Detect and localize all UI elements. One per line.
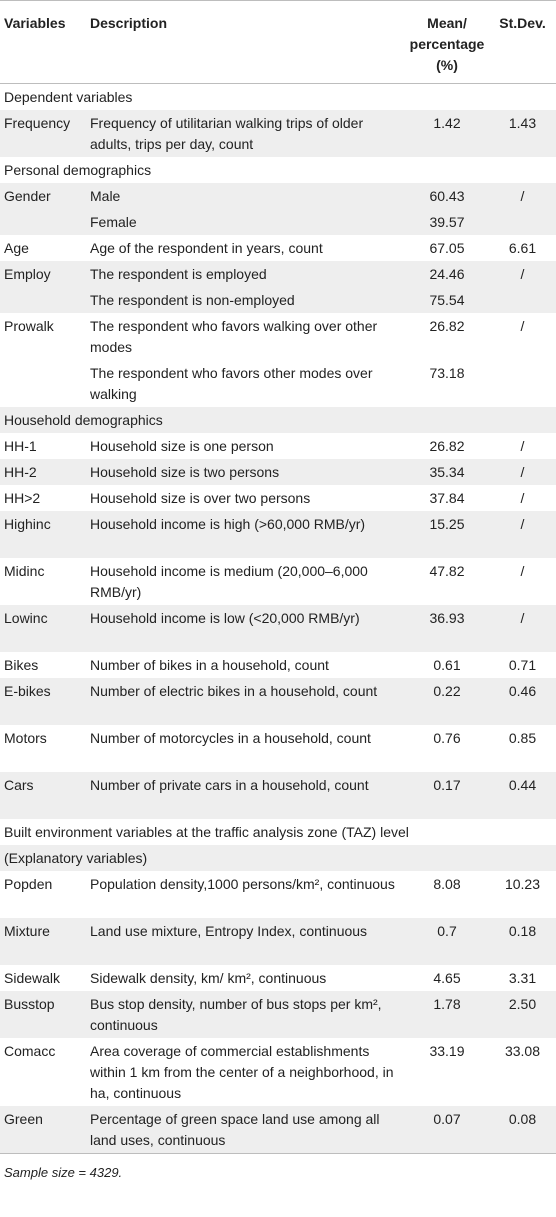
description-cell: Number of private cars in a household, count (90, 777, 369, 793)
header-mean: Mean/ percentage (%) (409, 15, 485, 73)
variable-cell: Mixture (4, 923, 50, 939)
mean-cell: 1.78 (433, 996, 461, 1012)
section-row (0, 157, 556, 183)
description-cell: The respondent is employed (90, 266, 267, 282)
variable-cell: Green (4, 1111, 43, 1127)
mean-cell: 1.42 (433, 115, 461, 131)
variable-cell: Age (4, 240, 29, 256)
variable-cell: HH-1 (4, 438, 37, 454)
variable-cell: Motors (4, 730, 47, 746)
table-row (0, 991, 556, 1038)
description-cell: Sidewalk density, km/ km², continuous (90, 970, 327, 986)
mean-cell: 8.08 (433, 876, 461, 892)
variable-cell: Bikes (4, 657, 39, 673)
table-row (0, 965, 556, 991)
mean-cell: 35.34 (429, 464, 465, 480)
table-row (0, 110, 556, 157)
mean-cell: 36.93 (429, 610, 465, 626)
sd-cell: / (520, 464, 525, 480)
sd-cell: / (520, 266, 525, 282)
mean-cell: 39.57 (429, 214, 465, 230)
sd-cell: 3.31 (508, 970, 537, 986)
mean-cell: 15.25 (429, 516, 465, 532)
description-cell: Area coverage of commercial establishments within 1 km from the center of a neighborhood, in ha, continuous (90, 1043, 394, 1101)
sd-cell: 6.61 (508, 240, 537, 256)
mean-cell: 0.07 (433, 1111, 461, 1127)
section-label: Household demographics (4, 412, 163, 428)
description-cell: The respondent who favors other modes over walking (90, 365, 373, 402)
variable-cell: Comacc (4, 1043, 56, 1059)
sd-cell: 10.23 (504, 876, 541, 892)
header-variables: Variables (4, 15, 66, 31)
section-label: Built environment variables at the traffic analysis zone (TAZ) level (4, 824, 409, 840)
table-row (0, 1038, 556, 1106)
variable-cell: E-bikes (4, 683, 51, 699)
table-row (0, 558, 556, 605)
description-cell: Age of the respondent in years, count (90, 240, 323, 256)
table-header (0, 0, 556, 84)
mean-cell: 26.82 (429, 318, 465, 334)
mean-cell: 0.22 (433, 683, 461, 699)
mean-cell: 0.61 (433, 657, 461, 673)
header-description: Description (90, 15, 168, 31)
description-cell: Household size is two persons (90, 464, 280, 480)
table-row (0, 287, 556, 313)
variable-cell: HH-2 (4, 464, 37, 480)
variable-cell: Cars (4, 777, 34, 793)
sd-cell: 0.08 (508, 1111, 537, 1127)
description-cell: The respondent who favors walking over other modes (90, 318, 378, 355)
table-footnote (0, 1153, 556, 1196)
variable-cell: Midinc (4, 563, 45, 579)
table-row (0, 725, 556, 772)
description-cell: Household size is one person (90, 438, 274, 454)
mean-cell: 0.17 (433, 777, 461, 793)
section-label: Personal demographics (4, 162, 152, 178)
table-row (0, 459, 556, 485)
variable-cell: Prowalk (4, 318, 54, 334)
table-row (0, 918, 556, 965)
description-cell: Number of bikes in a household, count (90, 657, 329, 673)
description-cell: Household income is medium (20,000–6,000 RMB/yr) (90, 563, 368, 600)
variable-cell: Employ (4, 266, 51, 282)
sd-cell: 2.50 (508, 996, 537, 1012)
description-cell: Population density,1000 persons/km², continuous (90, 876, 395, 892)
table-row (0, 433, 556, 459)
table-row (0, 209, 556, 235)
table-row (0, 871, 556, 918)
description-cell: Frequency of utilitarian walking trips of older adults, trips per day, count (90, 115, 364, 152)
table-row (0, 678, 556, 725)
sd-cell: 33.08 (504, 1043, 541, 1059)
section-row (0, 84, 556, 110)
variable-cell: Popden (4, 876, 53, 892)
section-row (0, 845, 556, 871)
mean-cell: 60.43 (429, 188, 465, 204)
sd-cell: 0.46 (508, 683, 537, 699)
variable-cell: Frequency (4, 115, 71, 131)
section-label: (Explanatory variables) (4, 850, 148, 866)
table-row (0, 183, 556, 209)
section-row (0, 819, 556, 845)
mean-cell: 73.18 (429, 365, 465, 381)
description-cell: Bus stop density, number of bus stops per km², continuous (90, 996, 382, 1033)
description-cell: Female (90, 214, 137, 230)
mean-cell: 33.19 (429, 1043, 465, 1059)
mean-cell: 37.84 (429, 490, 465, 506)
variable-cell: Sidewalk (4, 970, 61, 986)
mean-cell: 47.82 (429, 563, 465, 579)
variable-cell: Highinc (4, 516, 51, 532)
table-row (0, 511, 556, 558)
sd-cell: 0.85 (508, 730, 537, 746)
description-cell: Household size is over two persons (90, 490, 311, 506)
description-cell: Male (90, 188, 121, 204)
description-cell: Percentage of green space land use among all land uses, continuous (90, 1111, 380, 1148)
sd-cell: 0.18 (508, 923, 537, 939)
table-body (0, 84, 556, 1153)
section-row (0, 407, 556, 433)
table-row (0, 772, 556, 819)
description-cell: Number of electric bikes in a household, count (90, 683, 378, 699)
table-row (0, 360, 556, 407)
table-row (0, 652, 556, 678)
sd-cell: 1.43 (508, 115, 537, 131)
mean-cell: 24.46 (429, 266, 465, 282)
sd-cell: / (520, 188, 525, 204)
sd-cell: / (520, 490, 525, 506)
variable-cell: HH>2 (4, 490, 41, 506)
description-cell: Household income is high (>60,000 RMB/yr) (90, 516, 366, 532)
mean-cell: 0.76 (433, 730, 461, 746)
table-row (0, 235, 556, 261)
sd-cell: 0.44 (508, 777, 537, 793)
sd-cell: / (520, 610, 525, 626)
variable-cell: Gender (4, 188, 51, 204)
header-sd: St.Dev. (499, 15, 546, 31)
mean-cell: 75.54 (429, 292, 465, 308)
table-row (0, 1106, 556, 1153)
table-row (0, 261, 556, 287)
sd-cell: 0.71 (508, 657, 537, 673)
mean-cell: 26.82 (429, 438, 465, 454)
sd-cell: / (520, 563, 525, 579)
table-row (0, 313, 556, 360)
section-label: Dependent variables (4, 89, 133, 105)
variable-cell: Busstop (4, 996, 55, 1012)
sd-cell: / (520, 516, 525, 532)
table-row (0, 605, 556, 652)
mean-cell: 0.7 (437, 923, 457, 939)
sd-cell: / (520, 438, 525, 454)
description-cell: Number of motorcycles in a household, count (90, 730, 371, 746)
variable-cell: Lowinc (4, 610, 48, 626)
sd-cell: / (520, 318, 525, 334)
table-row (0, 485, 556, 511)
mean-cell: 67.05 (429, 240, 465, 256)
description-cell: Land use mixture, Entropy Index, continuous (90, 923, 368, 939)
mean-cell: 4.65 (433, 970, 461, 986)
description-cell: Household income is low (<20,000 RMB/yr) (90, 610, 360, 626)
footnote-text: Sample size = 4329. (4, 1165, 123, 1180)
description-cell: The respondent is non-employed (90, 292, 295, 308)
